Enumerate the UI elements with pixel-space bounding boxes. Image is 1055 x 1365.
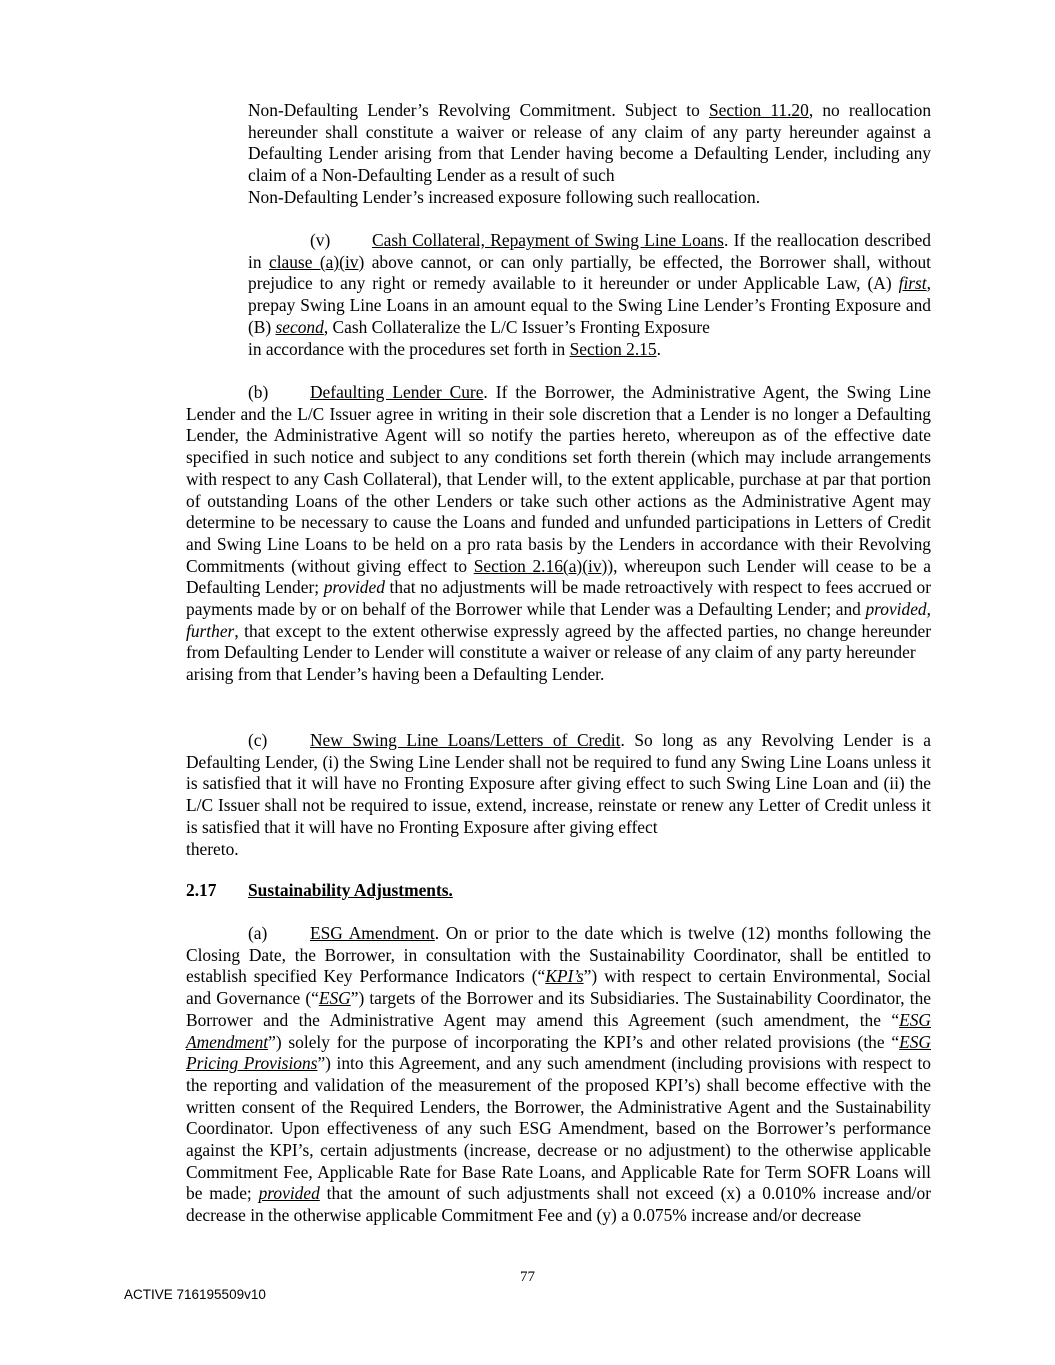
emphasis-further: further <box>186 620 235 641</box>
text: , Cash Collateralize the L/C Issuer’s Fronting Exposure <box>323 316 710 337</box>
emphasis-first: first <box>898 273 927 294</box>
footer-document-id: ACTIVE 716195509v10 <box>124 1287 266 1302</box>
text: . If the reallocation described in <box>248 230 932 272</box>
text: . On or prior to the date which is twelve (12) months following the Closing Date, the Borrower, in consultation with the Sustainability Coordinator, shall be entitled to establish specified Key Performance Indicators (“ <box>186 923 931 987</box>
clause-label: (a) <box>248 923 268 943</box>
paragraph-c <box>186 730 931 860</box>
paragraph-b <box>186 382 931 686</box>
defined-term-esg: ESG <box>318 988 351 1009</box>
clause-label: (c) <box>248 730 268 750</box>
text: , no reallocation hereunder shall constitute a waiver or release of any claim of any party hereunder against a Defaulting Lender arising from that Lender having become a Defaulting Lender, including any claim of a Non-Defaulting Lender as a result of such <box>248 100 932 186</box>
clause-heading: New Swing Line Loans/Letters of Credit <box>310 730 621 750</box>
text: ”) into this Agreement, and any such amendment (including provisions with respect to the reporting and validation of the measurement of the proposed KPI’s) shall become effective with the written consent of the Required Lenders, the Borrower, the Administrative Agent and the Sustainability Coordinator. Upon effectiveness of any such ESG Amendment, based on the Borrower’s performance against the KPI’s, certain adjustments (increase, decrease or no adjustment) to the otherwise applicable Commitment Fee, Applicable Rate for Base Rate Loans, and Applicable Rate for Term SOFR Loans will be made; <box>186 1053 931 1204</box>
text: . So long as any Revolving Lender is a Defaulting Lender, (i) the Swing Line Lender shall not be required to fund any Swing Line Loans unless it is satisfied that it will have no Fronting Exposure after giving effect to such Swing Line Loan and (ii) the L/C Issuer shall not be required to issue, extend, increase, reinstate or renew any Letter of Credit unless it is satisfied that it will have no Fronting Exposure after giving effect <box>186 730 932 837</box>
defined-term-kpis: KPI’s <box>545 966 584 987</box>
cross-reference-section-2-15: Section 2.15 <box>569 338 657 359</box>
text: , prepay Swing Line Loans in an amount equal to the Swing Line Lender’s Fronting Exposure and (B) <box>248 273 931 337</box>
text: . <box>656 338 661 359</box>
section-number: 2.17 <box>186 880 217 900</box>
cross-reference-section-11-20: Section 11.20 <box>708 100 809 120</box>
text-last-line: thereto. <box>186 838 239 859</box>
clause-label: (b) <box>248 382 269 402</box>
emphasis-provided: provided <box>865 599 927 620</box>
text-last-line <box>248 339 931 361</box>
text: , that except to the extent otherwise expressly agreed by the affected parties, no change hereunder from Defaulting Lender to Lender will constitute a waiver or release of any claim of any party hereunder <box>186 620 931 663</box>
cross-reference-section-2-16: Section 2.16(a)(iv) <box>473 555 608 576</box>
paragraph-iv-continued <box>248 100 931 209</box>
text: above cannot, or can only partially, be effected, the Borrower shall, without prejudice to any right or remedy available to it hereunder or under Applicable Law, (A) <box>248 251 931 294</box>
clause-heading: Defaulting Lender Cure <box>310 382 484 402</box>
text: ”) targets of the Borrower and its Subsidiaries. The Sustainability Coordinator, the Borrower and the Administrative Agent may amend this Agreement (such amendment, the “ <box>186 988 931 1030</box>
clause-heading: Cash Collateral, Repayment of Swing Line Loans <box>372 230 724 250</box>
emphasis-provided: provided <box>323 577 385 598</box>
emphasis-second: second <box>275 316 324 337</box>
text: ”) with respect to certain Environmental, Social and Governance (“ <box>186 966 931 1009</box>
paragraph-a <box>186 923 931 1227</box>
text: Non-Defaulting Lender’s Revolving Commitment. Subject to <box>248 100 709 120</box>
emphasis-provided: provided <box>258 1183 320 1204</box>
text: ), whereupon such Lender will cease to be a Defaulting Lender; <box>186 555 931 598</box>
cross-reference-clause-a-iv: clause (a)(iv) <box>268 251 365 272</box>
text-last-line: arising from that Lender’s having been a Defaulting Lender. <box>186 664 605 685</box>
text: ”) solely for the purpose of incorporating the KPI’s and other related provisions (the “ <box>268 1031 900 1052</box>
page-number: 77 <box>520 1269 535 1285</box>
clause-label: (v) <box>310 230 331 250</box>
text: that the amount of such adjustments shall not exceed (x) a 0.010% increase and/or decrease in the otherwise applicable Commitment Fee and (y) a 0.075% increase and/or decrease <box>186 1183 931 1226</box>
text-last-line: Non-Defaulting Lender’s increased exposure following such reallocation. <box>248 186 761 207</box>
clause-heading: ESG Amendment <box>310 923 435 943</box>
section-title: Sustainability Adjustments. <box>248 880 453 900</box>
paragraph-v <box>248 230 931 360</box>
text: in accordance with the procedures set forth in <box>248 338 570 359</box>
text: . If the Borrower, the Administrative Agent, the Swing Line Lender and the L/C Issuer agree in writing in their sole discretion that a Lender is no longer a Defaulting Lender, the Administrative Agent will so notify the parties hereto, whereupon as of the effective date specified in such notice and subject to any conditions set forth therein (which may include arrangements with respect to any Cash Collateral), that Lender will, to the extent applicable, purchase at par that portion of outstanding Loans of the other Lenders or take such other actions as the Administrative Agent may determine to be necessary to cause the Loans and funded and unfunded participations in Letters of Credit and Swing Line Loans to be held on a pro rata basis by the Lenders in accordance with their Revolving Commitments (without giving effect to <box>186 382 931 576</box>
defined-term-esg-pricing-provisions: ESG Pricing Provisions <box>186 1031 931 1074</box>
section-heading <box>186 880 453 902</box>
defined-term-esg-amendment: ESG Amendment <box>186 1009 931 1052</box>
text: , <box>926 599 931 620</box>
text: that no adjustments will be made retroactively with respect to fees accrued or payments made by or on behalf of the Borrower while that Lender was a Defaulting Lender; and <box>186 577 932 620</box>
